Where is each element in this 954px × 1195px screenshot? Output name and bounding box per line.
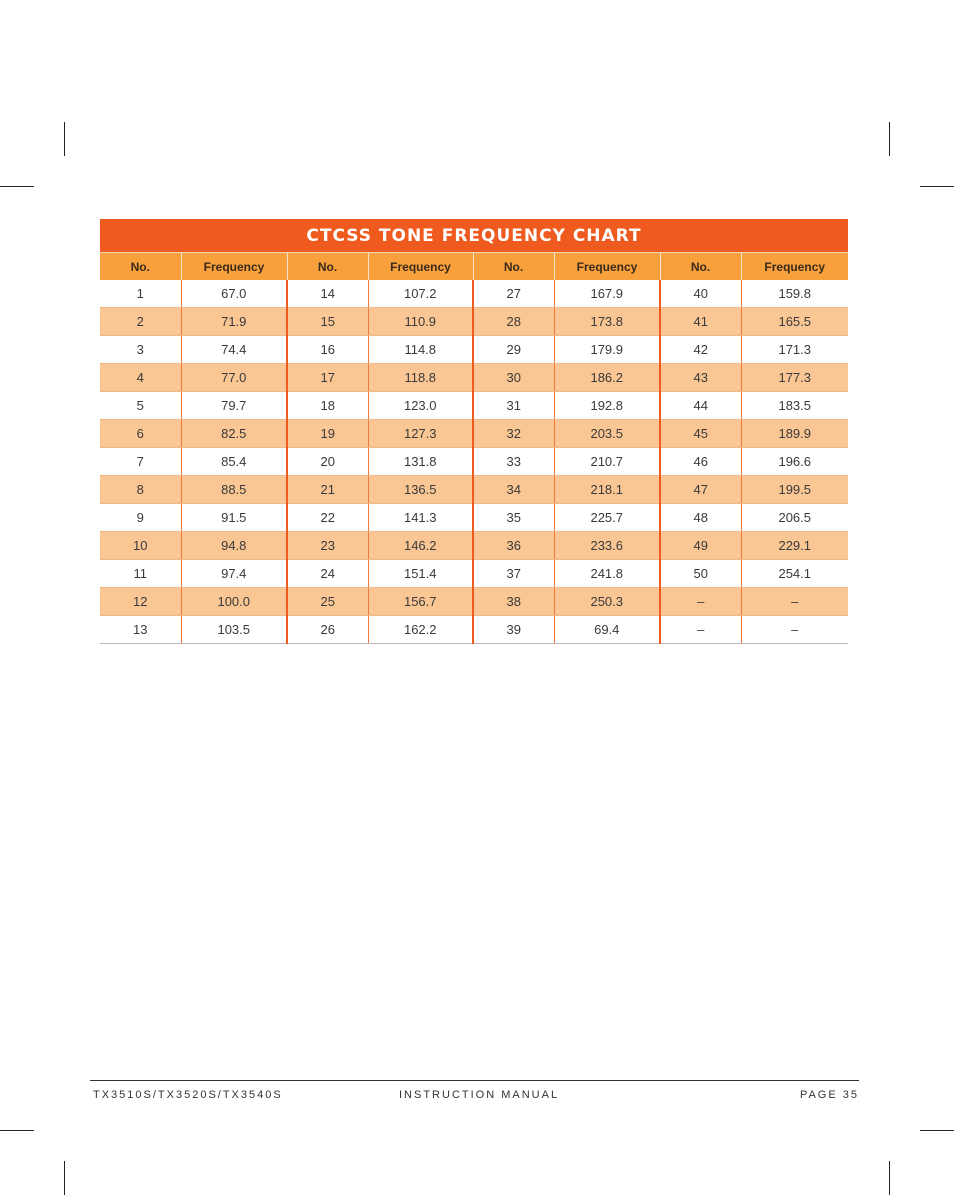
cell-tone-number: 34 bbox=[473, 476, 554, 504]
cell-tone-number: 12 bbox=[100, 588, 181, 616]
cell-frequency: 79.7 bbox=[181, 392, 287, 420]
cell-tone-number: 46 bbox=[660, 448, 741, 476]
crop-mark-top-right-h bbox=[920, 186, 954, 187]
cell-frequency: 131.8 bbox=[368, 448, 473, 476]
cell-tone-number: – bbox=[660, 588, 741, 616]
crop-mark-bottom-left-h bbox=[0, 1130, 34, 1131]
header-no: No. bbox=[100, 253, 181, 281]
cell-frequency: 151.4 bbox=[368, 560, 473, 588]
cell-tone-number: 28 bbox=[473, 308, 554, 336]
cell-tone-number: 45 bbox=[660, 420, 741, 448]
cell-tone-number: 35 bbox=[473, 504, 554, 532]
table-row bbox=[100, 364, 848, 392]
cell-frequency: 94.8 bbox=[181, 532, 287, 560]
cell-tone-number: 18 bbox=[287, 392, 368, 420]
cell-tone-number: 41 bbox=[660, 308, 741, 336]
cell-frequency: 118.8 bbox=[368, 364, 473, 392]
cell-tone-number: 30 bbox=[473, 364, 554, 392]
cell-frequency: 206.5 bbox=[741, 504, 848, 532]
table-row bbox=[100, 392, 848, 420]
cell-tone-number: 9 bbox=[100, 504, 181, 532]
cell-frequency: 186.2 bbox=[554, 364, 660, 392]
cell-tone-number: 47 bbox=[660, 476, 741, 504]
cell-frequency: 196.6 bbox=[741, 448, 848, 476]
cell-frequency: 67.0 bbox=[181, 280, 287, 308]
table-row bbox=[100, 336, 848, 364]
header-frequency: Frequency bbox=[181, 253, 287, 281]
cell-frequency: 159.8 bbox=[741, 280, 848, 308]
table-row bbox=[100, 476, 848, 504]
cell-frequency: 107.2 bbox=[368, 280, 473, 308]
cell-tone-number: – bbox=[660, 616, 741, 644]
footer-model: TX3510S/TX3520S/TX3540S bbox=[93, 1089, 283, 1101]
cell-tone-number: 42 bbox=[660, 336, 741, 364]
crop-mark-bottom-left-v bbox=[64, 1161, 65, 1195]
cell-frequency: 183.5 bbox=[741, 392, 848, 420]
cell-tone-number: 48 bbox=[660, 504, 741, 532]
crop-mark-top-left-h bbox=[0, 186, 34, 187]
cell-tone-number: 14 bbox=[287, 280, 368, 308]
cell-tone-number: 44 bbox=[660, 392, 741, 420]
cell-tone-number: 8 bbox=[100, 476, 181, 504]
cell-tone-number: 11 bbox=[100, 560, 181, 588]
table-row bbox=[100, 560, 848, 588]
cell-frequency: 218.1 bbox=[554, 476, 660, 504]
header-no: No. bbox=[473, 253, 554, 281]
cell-tone-number: 1 bbox=[100, 280, 181, 308]
cell-frequency: 77.0 bbox=[181, 364, 287, 392]
cell-frequency: 173.8 bbox=[554, 308, 660, 336]
cell-frequency: 71.9 bbox=[181, 308, 287, 336]
cell-tone-number: 23 bbox=[287, 532, 368, 560]
cell-frequency: 233.6 bbox=[554, 532, 660, 560]
cell-frequency: 179.9 bbox=[554, 336, 660, 364]
cell-frequency: 88.5 bbox=[181, 476, 287, 504]
cell-frequency: 69.4 bbox=[554, 616, 660, 644]
cell-frequency: 114.8 bbox=[368, 336, 473, 364]
cell-tone-number: 33 bbox=[473, 448, 554, 476]
header-frequency: Frequency bbox=[368, 253, 473, 281]
cell-frequency: 146.2 bbox=[368, 532, 473, 560]
cell-tone-number: 43 bbox=[660, 364, 741, 392]
cell-tone-number: 38 bbox=[473, 588, 554, 616]
footer-manual-title: INSTRUCTION MANUAL bbox=[399, 1089, 560, 1101]
cell-tone-number: 50 bbox=[660, 560, 741, 588]
cell-tone-number: 20 bbox=[287, 448, 368, 476]
crop-mark-bottom-right-h bbox=[920, 1130, 954, 1131]
cell-frequency: 156.7 bbox=[368, 588, 473, 616]
cell-frequency: 241.8 bbox=[554, 560, 660, 588]
cell-frequency: – bbox=[741, 616, 848, 644]
cell-frequency: 199.5 bbox=[741, 476, 848, 504]
cell-tone-number: 17 bbox=[287, 364, 368, 392]
cell-tone-number: 5 bbox=[100, 392, 181, 420]
cell-tone-number: 21 bbox=[287, 476, 368, 504]
cell-frequency: 97.4 bbox=[181, 560, 287, 588]
chart-title: CTCSS TONE FREQUENCY CHART bbox=[100, 219, 848, 252]
header-no: No. bbox=[660, 253, 741, 281]
cell-tone-number: 4 bbox=[100, 364, 181, 392]
table-row bbox=[100, 504, 848, 532]
table-row bbox=[100, 308, 848, 336]
cell-frequency: 82.5 bbox=[181, 420, 287, 448]
header-row bbox=[100, 253, 848, 281]
cell-frequency: 141.3 bbox=[368, 504, 473, 532]
cell-tone-number: 25 bbox=[287, 588, 368, 616]
cell-frequency: 177.3 bbox=[741, 364, 848, 392]
cell-frequency: – bbox=[741, 588, 848, 616]
cell-tone-number: 26 bbox=[287, 616, 368, 644]
crop-mark-top-right-v bbox=[889, 122, 890, 156]
cell-tone-number: 19 bbox=[287, 420, 368, 448]
cell-frequency: 127.3 bbox=[368, 420, 473, 448]
cell-frequency: 210.7 bbox=[554, 448, 660, 476]
header-frequency: Frequency bbox=[554, 253, 660, 281]
cell-tone-number: 15 bbox=[287, 308, 368, 336]
cell-frequency: 192.8 bbox=[554, 392, 660, 420]
table-row bbox=[100, 616, 848, 644]
cell-tone-number: 16 bbox=[287, 336, 368, 364]
cell-tone-number: 7 bbox=[100, 448, 181, 476]
cell-frequency: 85.4 bbox=[181, 448, 287, 476]
cell-tone-number: 13 bbox=[100, 616, 181, 644]
ctcss-chart bbox=[100, 219, 848, 644]
cell-frequency: 171.3 bbox=[741, 336, 848, 364]
cell-tone-number: 3 bbox=[100, 336, 181, 364]
cell-frequency: 167.9 bbox=[554, 280, 660, 308]
frequency-table bbox=[100, 252, 848, 644]
crop-mark-bottom-right-v bbox=[889, 1161, 890, 1195]
cell-tone-number: 2 bbox=[100, 308, 181, 336]
table-row bbox=[100, 420, 848, 448]
table-row bbox=[100, 532, 848, 560]
cell-tone-number: 39 bbox=[473, 616, 554, 644]
header-no: No. bbox=[287, 253, 368, 281]
cell-frequency: 103.5 bbox=[181, 616, 287, 644]
cell-frequency: 165.5 bbox=[741, 308, 848, 336]
cell-tone-number: 36 bbox=[473, 532, 554, 560]
crop-mark-top-left-v bbox=[64, 122, 65, 156]
cell-tone-number: 27 bbox=[473, 280, 554, 308]
cell-frequency: 229.1 bbox=[741, 532, 848, 560]
cell-tone-number: 6 bbox=[100, 420, 181, 448]
cell-tone-number: 31 bbox=[473, 392, 554, 420]
cell-tone-number: 32 bbox=[473, 420, 554, 448]
cell-frequency: 162.2 bbox=[368, 616, 473, 644]
cell-frequency: 250.3 bbox=[554, 588, 660, 616]
cell-frequency: 254.1 bbox=[741, 560, 848, 588]
table-row bbox=[100, 448, 848, 476]
cell-tone-number: 10 bbox=[100, 532, 181, 560]
cell-frequency: 225.7 bbox=[554, 504, 660, 532]
footer-rule bbox=[90, 1080, 859, 1081]
cell-frequency: 203.5 bbox=[554, 420, 660, 448]
cell-frequency: 110.9 bbox=[368, 308, 473, 336]
cell-frequency: 123.0 bbox=[368, 392, 473, 420]
cell-tone-number: 29 bbox=[473, 336, 554, 364]
header-frequency: Frequency bbox=[741, 253, 848, 281]
table-row bbox=[100, 588, 848, 616]
footer-page-number: PAGE 35 bbox=[799, 1089, 859, 1101]
table-row bbox=[100, 280, 848, 308]
cell-frequency: 74.4 bbox=[181, 336, 287, 364]
cell-tone-number: 49 bbox=[660, 532, 741, 560]
cell-frequency: 91.5 bbox=[181, 504, 287, 532]
cell-frequency: 189.9 bbox=[741, 420, 848, 448]
cell-tone-number: 24 bbox=[287, 560, 368, 588]
cell-tone-number: 37 bbox=[473, 560, 554, 588]
cell-frequency: 100.0 bbox=[181, 588, 287, 616]
cell-tone-number: 40 bbox=[660, 280, 741, 308]
cell-tone-number: 22 bbox=[287, 504, 368, 532]
cell-frequency: 136.5 bbox=[368, 476, 473, 504]
